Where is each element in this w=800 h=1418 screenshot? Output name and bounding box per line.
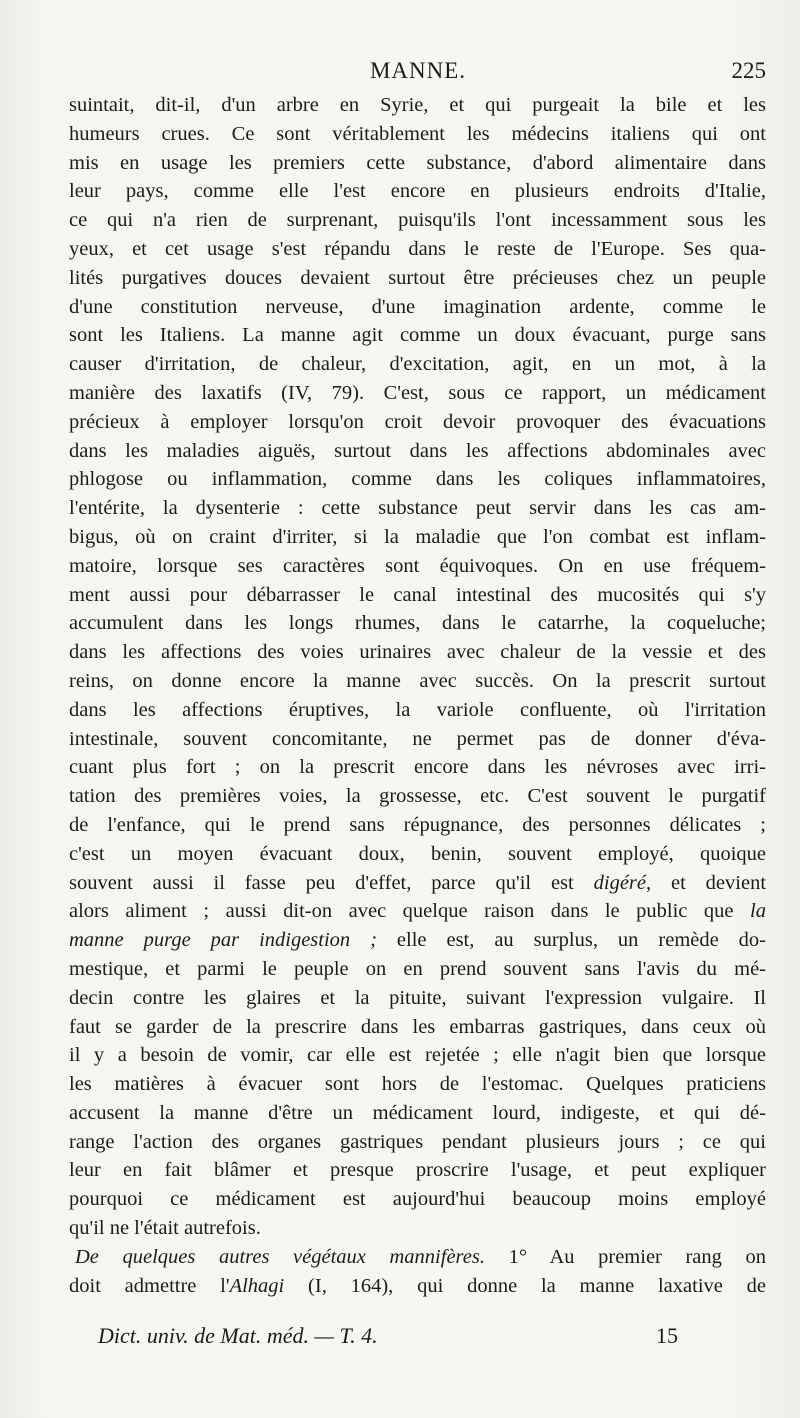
text-line: humeurs crues. Ce sont véritablement les médecins italiens qui ont <box>69 122 766 145</box>
text-run: 1° Au premier rang on <box>484 1245 766 1268</box>
text-line: c'est un moyen évacuant doux, benin, souvent employé, quoique <box>69 842 766 865</box>
printer-signature: Dict. univ. de Mat. méd. — T. 4. <box>98 1323 378 1348</box>
text-line-mixed <box>69 869 766 898</box>
text-line: leur en fait blâmer et presque proscrire l'usage, et peut expliquer <box>69 1159 766 1182</box>
text-line: sont les Italiens. La manne agit comme un doux évacuant, purge sans <box>69 324 766 347</box>
text-line: il y a besoin de vomir, car elle est rejetée ; elle n'agit bien que lorsque <box>69 1044 766 1067</box>
text-line: range l'action des organes gastriques pendant plusieurs jours ; ce qui <box>69 1130 766 1153</box>
text-line: causer d'irritation, de chaleur, d'excitation, agit, en un mot, à la <box>69 353 766 376</box>
text-line: matoire, lorsque ses caractères sont équivoques. On en use fréquem- <box>69 554 766 577</box>
text-run: souvent aussi il fasse peu d'effet, parce qu'il est <box>69 871 574 894</box>
text-line: cuant plus fort ; on la prescrit encore dans les névroses avec irri- <box>69 756 766 779</box>
text-run: (I, 164), qui donne la manne laxative de <box>284 1274 766 1297</box>
text-line: decin contre les glaires et la pituite, suivant l'expression vulgaire. Il <box>69 986 766 1009</box>
text-line-mixed <box>69 926 766 955</box>
text-line: ce qui n'a rien de surprenant, puisqu'ils l'ont incessamment sous les <box>69 209 766 232</box>
text-line: l'entérite, la dysenterie : cette substance peut servir dans les cas am- <box>69 497 766 520</box>
text-line: faut se garder de la prescrire dans les embarras gastriques, dans ceux où <box>69 1015 766 1038</box>
page-header <box>70 58 766 88</box>
text-line: qu'il ne l'était autrefois. <box>69 1217 261 1240</box>
text-run: elle est, au surplus, un remède do- <box>376 929 766 952</box>
section-heading: De quelques autres végétaux mannifères. <box>75 1245 485 1268</box>
page-footer <box>98 1323 678 1353</box>
text-line: leur pays, comme elle l'est encore en plusieurs endroits d'Italie, <box>69 180 766 203</box>
section-heading-line <box>69 1243 766 1272</box>
italic-run: Alhagi <box>229 1274 285 1297</box>
text-line: dans les affections des voies urinaires avec chaleur de la vessie et des <box>69 641 766 664</box>
text-line-mixed <box>69 1272 766 1301</box>
running-title: MANNE. <box>369 58 467 83</box>
italic-run: manne purge par indigestion ; <box>69 929 377 952</box>
text-line: phlogose ou inflammation, comme dans les coliques inflammatoires, <box>69 468 766 491</box>
text-line: précieux à employer lorsqu'on croit devoir provoquer des évacuations <box>69 410 766 433</box>
text-run: , et devient <box>646 871 766 894</box>
body-text <box>69 91 766 1300</box>
text-line-mixed <box>69 897 766 926</box>
text-line: dans les maladies aiguës, surtout dans les affections abdominales avec <box>69 439 766 462</box>
text-line: dans les affections éruptives, la variole confluente, où l'irritation <box>69 698 766 721</box>
text-line: mestique, et parmi le peuple on en prend souvent sans l'avis du mé- <box>69 957 766 980</box>
text-line: de l'enfance, qui le prend sans répugnance, des personnes délicates ; <box>69 813 766 836</box>
text-line: intestinale, souvent concomitante, ne permet pas de donner d'éva- <box>69 727 766 750</box>
text-line: ment aussi pour débarrasser le canal intestinal des mucosités qui s'y <box>69 583 766 606</box>
text-run: doit admettre l' <box>69 1274 230 1297</box>
text-line: reins, on donne encore la manne avec succès. On la prescrit surtout <box>69 669 766 692</box>
italic-run: la <box>750 900 766 923</box>
page-number: 225 <box>731 58 766 83</box>
text-line: lités purgatives douces devaient surtout être précieuses chez un peuple <box>69 266 766 289</box>
text-line: manière des laxatifs (IV, 79). C'est, sous ce rapport, un médicament <box>69 381 766 404</box>
text-line: bigus, où on craint d'irriter, si la maladie que l'on combat est inflam- <box>69 525 766 548</box>
sheet-number: 15 <box>656 1323 678 1348</box>
text-run: alors aliment ; aussi dit-on avec quelque raison dans le public que <box>69 900 734 923</box>
text-line: d'une constitution nerveuse, d'une imagination ardente, comme le <box>69 295 766 318</box>
text-line: accumulent dans les longs rhumes, dans le catarrhe, la coqueluche; <box>69 612 766 635</box>
italic-run: digéré <box>593 871 646 894</box>
text-line: tation des premières voies, la grossesse, etc. C'est souvent le purgatif <box>69 785 766 808</box>
text-line: yeux, et cet usage s'est répandu dans le reste de l'Europe. Ses qua- <box>69 237 766 260</box>
text-line: pourquoi ce médicament est aujourd'hui beaucoup moins employé <box>69 1188 766 1211</box>
text-line: mis en usage les premiers cette substance, d'abord alimentaire dans <box>69 151 766 174</box>
text-line: suintait, dit-il, d'un arbre en Syrie, et qui purgeait la bile et les <box>69 94 766 116</box>
text-line: les matières à évacuer sont hors de l'estomac. Quelques praticiens <box>69 1073 766 1096</box>
text-line: accusent la manne d'être un médicament lourd, indigeste, et qui dé- <box>69 1101 766 1124</box>
